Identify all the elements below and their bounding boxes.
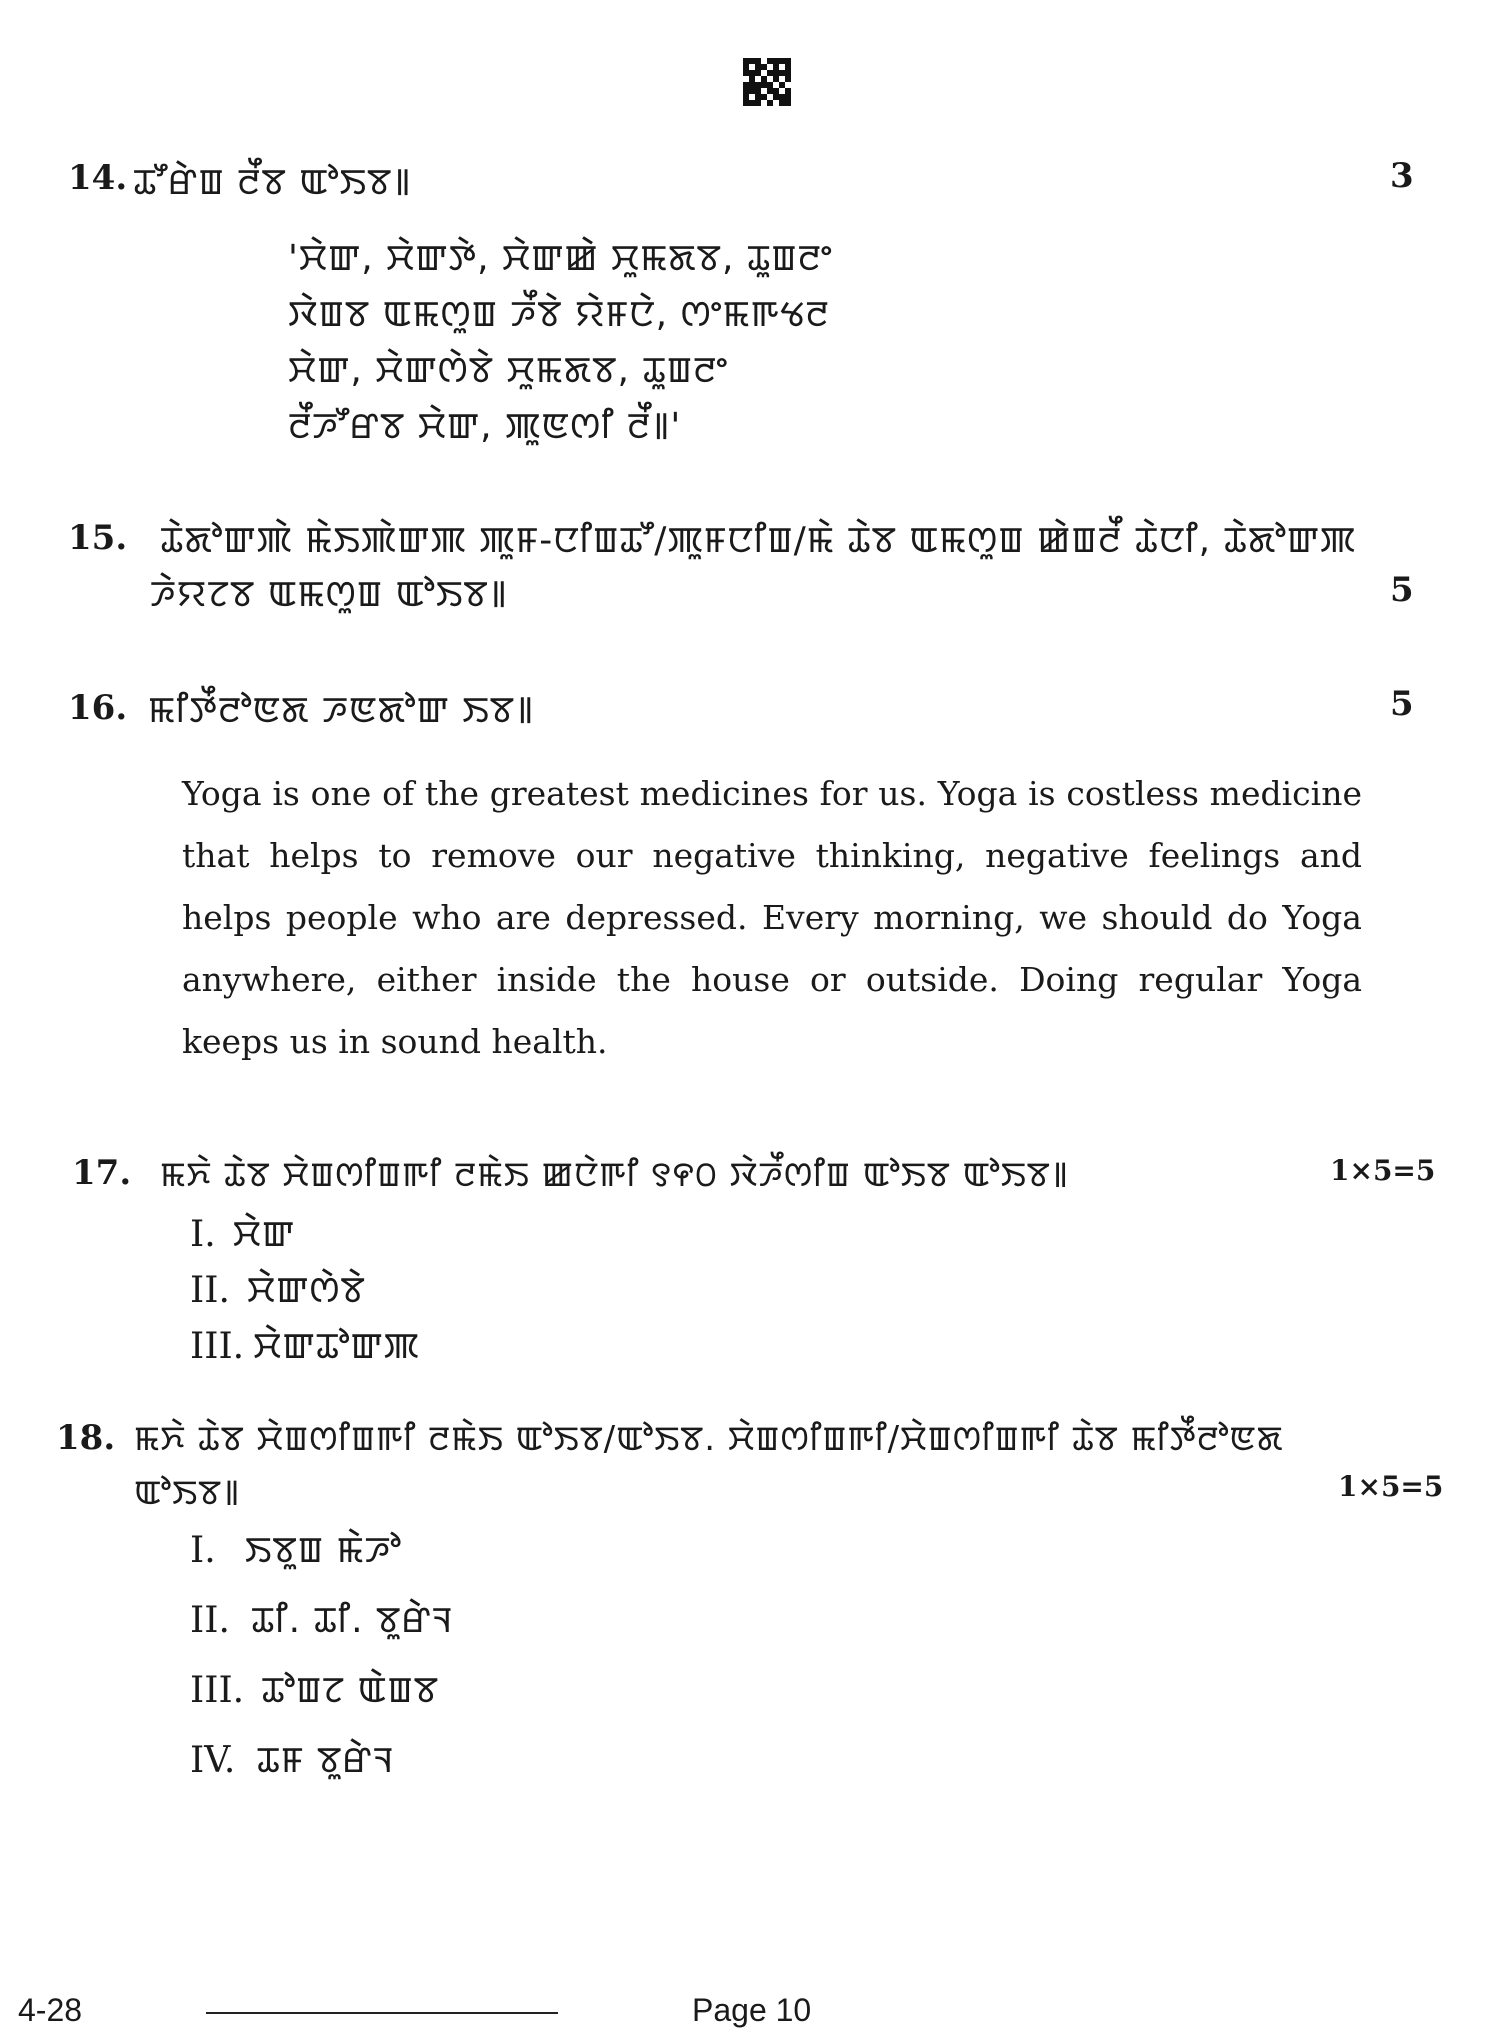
question-16-marks: 5	[1390, 684, 1414, 724]
poem-line: ꯆꯥꯛ, ꯆꯥꯛꯁꯥꯕꯥ ꯆꯨꯃꯗꯕ, ꯊꯨꯡꯂꯦ	[288, 350, 729, 391]
option-label: III.	[190, 1670, 245, 1711]
poem-line: ꯂꯩꯍꯧꯔꯕ ꯆꯥꯛ, ꯄꯨꯟꯁꯤ ꯂꯩ꯫'	[288, 406, 682, 447]
list-item	[190, 1524, 454, 1594]
list-item	[190, 1320, 420, 1376]
question-number-14: 14.	[68, 158, 128, 198]
question-16-passage: Yoga is one of the greatest medicines for us. Yoga is costless medicine that helps to remove our negative thinking, negative feelings and helps people who are depressed. Every morning, we should do Yoga anywhere, either inside the house or outside. Doing regular Yoga keeps us in sound health.	[182, 774, 1362, 1061]
question-14-instruction: ꯊꯧꯔꯥꯡ ꯂꯩꯕ ꯑꯣꯏꯕ꯫	[133, 162, 412, 203]
option-label: II.	[190, 1270, 230, 1311]
question-number-17: 17.	[72, 1153, 132, 1193]
option-label: II.	[190, 1600, 230, 1641]
option-text: ꯏꯕꯨꯡ ꯃꯥꯍꯣ	[244, 1530, 402, 1571]
list-item	[190, 1734, 454, 1804]
poem-line: ꯋꯥꯡꯕ ꯑꯃꯁꯨꯡ ꯍꯩꯕꯥ ꯌꯥꯝꯅꯥ, ꯁꯦꯃꯒꯠꯂ	[288, 294, 830, 335]
question-18-marks: 1×5=5	[1338, 1470, 1444, 1503]
question-number-18: 18.	[56, 1418, 116, 1458]
footer-code: 4-28	[18, 1992, 83, 2028]
option-text: ꯊꯤ. ꯊꯤ. ꯕꯨꯔꯥꯜ	[250, 1600, 454, 1641]
poem-line: 'ꯆꯥꯛ, ꯆꯥꯛꯇꯥ, ꯆꯥꯛꯀꯥ ꯆꯨꯃꯗꯕ, ꯊꯨꯡꯂꯦ	[288, 238, 833, 279]
question-18-line-2: ꯑꯣꯏꯕ꯫	[134, 1473, 241, 1513]
question-15-line-1: ꯊꯥꯗꯣꯛꯄꯥ ꯃꯥꯏꯄꯥꯛꯄ ꯄꯨꯝ-ꯅꯤꯡꯊꯧ/ꯄꯨꯝꯅꯤꯡ/ꯃꯥ ꯊꯥꯕ ꯑꯃꯁꯨꯡ ꯀꯥꯡꯂꯩ ꯊꯥꯅꯤ, ꯊꯥꯗꯣꯛꯄ	[160, 520, 1357, 561]
question-18-options	[190, 1524, 454, 1804]
option-text: ꯆꯥꯛꯁꯥꯕꯥ	[246, 1270, 366, 1311]
question-14-poem	[288, 232, 833, 456]
option-text: ꯊꯣꯡꯖ ꯑꯥꯡꯕ	[261, 1670, 440, 1711]
option-label: I.	[190, 1530, 216, 1571]
question-18-line-1: ꯃꯈꯥ ꯊꯥꯕ ꯆꯥꯡꯁꯤꯡꯒꯤ ꯂꯃꯥꯏ ꯑꯣꯏꯕ/ꯑꯣꯏꯕ. ꯆꯥꯡꯁꯤꯡꯒꯤ/ꯆꯥꯡꯁꯤꯡꯒꯤ ꯊꯥꯕ ꯃꯤꯇꯩꯂꯣꯟꯗ	[134, 1419, 1284, 1459]
option-label: III.	[190, 1326, 245, 1367]
list-item	[190, 1208, 420, 1264]
footer-divider	[206, 2012, 558, 2014]
list-item	[190, 1264, 420, 1320]
question-16-instruction: ꯃꯤꯇꯩꯂꯣꯟꯗ ꯍꯟꯗꯣꯛ ꯏꯕ꯫	[148, 690, 535, 731]
question-number-16: 16.	[68, 688, 128, 728]
list-item	[190, 1594, 454, 1664]
question-14-marks: 3	[1390, 156, 1414, 196]
question-15-marks: 5	[1390, 570, 1414, 610]
option-label: I.	[190, 1214, 216, 1255]
qr-code-icon	[743, 58, 791, 106]
option-text: ꯆꯥꯛ	[232, 1214, 296, 1255]
option-text: ꯆꯥꯛꯊꯣꯛꯄ	[253, 1326, 420, 1367]
question-17-instruction: ꯃꯈꯥ ꯊꯥꯕ ꯆꯥꯡꯁꯤꯡꯒꯤ ꯂꯃꯥꯏ ꯀꯅꯥꯒꯤ ꯱꯵꯰ ꯋꯥꯍꯩꯁꯤꯡ ꯑꯣꯏꯕ ꯑꯣꯏꯕ꯫	[160, 1155, 1069, 1195]
question-number-15: 15.	[68, 518, 128, 558]
option-label: IV.	[190, 1740, 236, 1781]
question-15-line-2: ꯍꯥꯌꯖꯕ ꯑꯃꯁꯨꯡ ꯑꯣꯏꯕ꯫	[150, 574, 508, 615]
question-17-marks: 1×5=5	[1330, 1154, 1436, 1187]
page-number: Page 10	[692, 1992, 812, 2028]
question-17-options	[190, 1208, 420, 1376]
option-text: ꯊꯝ ꯕꯨꯔꯥꯜ	[256, 1740, 395, 1781]
list-item	[190, 1664, 454, 1734]
